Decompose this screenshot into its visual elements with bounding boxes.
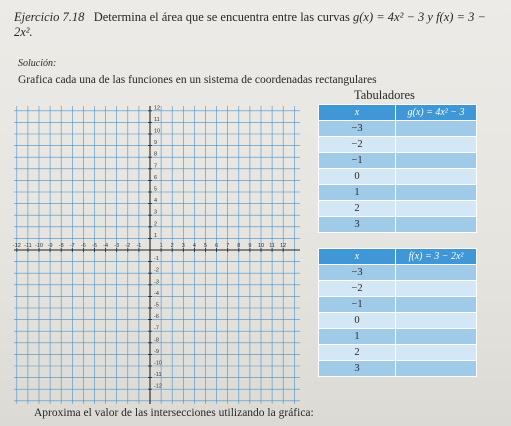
y-tick-label: -7 <box>154 325 159 332</box>
table-f-x-2: −1 <box>319 297 396 313</box>
x-tick-label: 2 <box>170 243 174 249</box>
table-row <box>319 313 477 329</box>
table-g-x-4: 1 <box>319 185 396 201</box>
y-tick-label: 9 <box>154 140 158 147</box>
y-tick-label: -3 <box>154 279 159 286</box>
table-f-value-cell[interactable] <box>396 265 477 281</box>
table-g-col-f: g(x) = 4x² − 3 <box>396 105 477 121</box>
table-f <box>318 248 477 377</box>
y-tick-label: 7 <box>154 163 158 170</box>
y-tick-label: 8 <box>154 151 158 158</box>
table-g-x-0: −3 <box>319 121 396 137</box>
table-row <box>319 137 477 153</box>
table-row <box>319 345 477 361</box>
x-tick-label: -7 <box>69 243 75 249</box>
table-g-col-x: x <box>319 105 396 121</box>
table-f-x-0: −3 <box>319 265 396 281</box>
y-tick-label: 3 <box>154 209 158 216</box>
table-f-value-cell[interactable] <box>396 313 477 329</box>
table-g-value-cell[interactable] <box>396 153 477 169</box>
table-f-col-x: x <box>319 249 396 265</box>
solution-label: Solución: <box>18 58 57 69</box>
table-g-value-cell[interactable] <box>396 201 477 217</box>
x-tick-label: -1 <box>136 243 142 249</box>
y-tick-label: 12 <box>154 105 161 112</box>
table-f-x-6: 3 <box>319 361 396 377</box>
y-tick-label: 6 <box>154 174 158 181</box>
y-tick-label: -8 <box>154 337 159 344</box>
table-row <box>319 121 477 137</box>
y-tick-label: -1 <box>154 256 159 263</box>
instruction-text: Grafica cada una de las funciones en un sistema de coordenadas rectangulares <box>18 74 377 86</box>
coordinate-grid[interactable] <box>14 106 300 404</box>
table-row <box>319 201 477 217</box>
x-tick-label: 1 <box>159 243 163 249</box>
exercise-functions: g(x) = 4x² − 3 y f(x) = 3 − 2x². <box>14 10 486 39</box>
table-f-value-cell[interactable] <box>396 345 477 361</box>
exercise-statement: Determina el área que se encuentra entre las curvas <box>93 10 350 24</box>
x-tick-label: 11 <box>269 243 275 249</box>
table-f-value-cell[interactable] <box>396 329 477 345</box>
grid-svg <box>14 106 300 404</box>
table-row <box>319 361 477 377</box>
x-tick-label: 9 <box>248 243 252 249</box>
table-g-header <box>319 105 477 121</box>
x-tick-label: -3 <box>114 243 120 249</box>
x-tick-label: -2 <box>125 243 131 249</box>
table-f-x-5: 2 <box>319 345 396 361</box>
table-row <box>319 217 477 233</box>
y-tick-label: -6 <box>154 314 159 321</box>
x-tick-label: 4 <box>192 243 196 249</box>
y-tick-label: 2 <box>154 221 158 228</box>
exercise-header <box>14 10 494 40</box>
table-f-x-4: 1 <box>319 329 396 345</box>
table-row <box>319 329 477 345</box>
table-g-x-5: 2 <box>319 201 396 217</box>
table-row <box>319 169 477 185</box>
x-tick-label: 8 <box>237 243 241 249</box>
y-tick-label: -4 <box>154 290 159 297</box>
y-tick-label: 10 <box>154 128 161 135</box>
table-row <box>319 297 477 313</box>
y-tick-label: -5 <box>154 302 159 309</box>
x-tick-label: -12 <box>12 243 21 249</box>
table-f-x-3: 0 <box>319 313 396 329</box>
tables-title: Tabuladores <box>354 88 415 102</box>
footer-instruction: Aproxima el valor de las intersecciones utilizando la gráfica: <box>34 407 314 419</box>
x-tick-label: 7 <box>226 243 230 249</box>
table-f-col-f: f(x) = 3 − 2x² <box>396 249 477 265</box>
y-tick-label: 5 <box>154 186 158 193</box>
y-tick-label: -11 <box>154 372 162 379</box>
table-f-header <box>319 249 477 265</box>
table-row <box>319 185 477 201</box>
table-f-value-cell[interactable] <box>396 281 477 297</box>
table-row <box>319 281 477 297</box>
table-row <box>319 153 477 169</box>
y-tick-label: 1 <box>154 232 158 239</box>
table-g-value-cell[interactable] <box>396 121 477 137</box>
table-g-x-1: −2 <box>319 137 396 153</box>
x-tick-label: 6 <box>215 243 219 249</box>
table-f-value-cell[interactable] <box>396 361 477 377</box>
y-tick-label: -9 <box>154 348 159 355</box>
y-tick-label: -10 <box>154 360 162 367</box>
y-tick-label: 4 <box>154 198 158 205</box>
y-tick-label: -12 <box>154 383 162 390</box>
x-tick-label: 12 <box>280 243 287 249</box>
table-f-x-1: −2 <box>319 281 396 297</box>
table-row <box>319 265 477 281</box>
x-tick-label: 3 <box>181 243 185 249</box>
x-tick-label: -9 <box>47 243 53 249</box>
x-tick-label: -6 <box>80 243 86 249</box>
table-g <box>318 104 477 233</box>
table-g-value-cell[interactable] <box>396 137 477 153</box>
table-f-value-cell[interactable] <box>396 297 477 313</box>
x-tick-label: 10 <box>257 243 265 249</box>
y-tick-label: -2 <box>154 267 159 274</box>
x-tick-label: -11 <box>24 243 32 249</box>
x-tick-label: -10 <box>35 243 43 249</box>
x-tick-label: 5 <box>203 243 208 249</box>
table-g-value-cell[interactable] <box>396 169 477 185</box>
table-g-value-cell[interactable] <box>396 185 477 201</box>
x-tick-label: -4 <box>103 243 109 249</box>
table-g-x-3: 0 <box>319 169 396 185</box>
table-g-x-6: 3 <box>319 217 396 233</box>
x-tick-label: -8 <box>58 243 64 249</box>
y-tick-label: 11 <box>154 116 160 123</box>
table-g-value-cell[interactable] <box>396 217 477 233</box>
x-tick-label: -5 <box>92 243 97 249</box>
exercise-number: Ejercicio 7.18 <box>14 10 85 24</box>
table-g-x-2: −1 <box>319 153 396 169</box>
